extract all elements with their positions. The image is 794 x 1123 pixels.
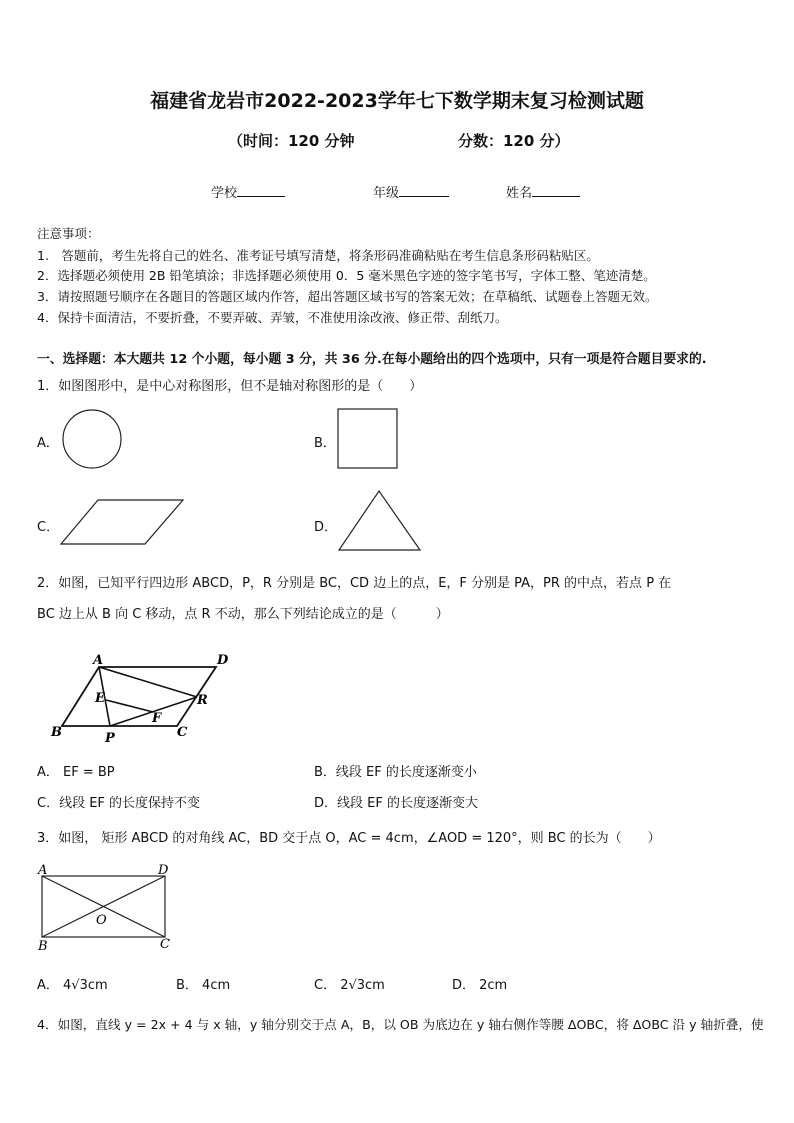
question-4-stem: 4．如图，直线 y = 2x + 4 与 x 轴，y 轴分别交于点 A，B，以 OB 为底边在 y 轴右侧作等腰 ΔOBC，将 ΔOBC 沿 y 轴折叠，使 [37, 1017, 764, 1032]
grade-blank [399, 184, 449, 197]
rectangle-abcd-diagram [36, 862, 176, 954]
page-title: 福建省龙岩市2022-2023学年七下数学期末复习检测试题 [150, 90, 644, 112]
school-field [211, 182, 285, 201]
question-2-stem-line1: 2．如图，已知平行四边形 ABCD，P，R 分别是 BC，CD 边上的点，E，F 分别是 PA，PR 的中点，若点 P 在 [37, 576, 672, 591]
q2-option-c: C．线段 EF 的长度保持不变 [37, 796, 201, 811]
q3-option-d: D． 2cm [452, 978, 508, 993]
question-1-stem: 1．如图图形中，是中心对称图形，但不是轴对称图形的是（ ） [37, 379, 423, 394]
rect-point-c-label: C [160, 937, 170, 952]
triangle-figure [338, 490, 422, 552]
name-label: 姓名 [506, 186, 533, 201]
circle-figure [62, 409, 124, 471]
point-d-label: D [217, 653, 229, 668]
parallelogram-abcd-diagram [50, 652, 230, 747]
square-figure [337, 408, 399, 470]
rect-point-b-label: B [38, 939, 48, 954]
q2-option-b: B．线段 EF 的长度逐渐变小 [314, 765, 477, 780]
q3-option-c: C． 2√3cm [314, 978, 385, 993]
q1-option-c-label: C． [37, 520, 60, 535]
q2-option-d: D．线段 EF 的长度逐渐变大 [314, 796, 478, 811]
rect-point-a-label: A [38, 863, 48, 878]
total-score: 分数：120 分） [458, 132, 570, 150]
note-item-4: 4．保持卡面清洁，不要折叠，不要弄破、弄皱，不准使用涂改液、修正带、刮纸刀。 [37, 310, 508, 325]
question-2-stem-line2: BC 边上从 B 向 C 移动，点 R 不动，那么下列结论成立的是（ ） [37, 607, 449, 622]
point-b-label: B [51, 725, 62, 740]
rect-point-d-label: D [158, 863, 169, 878]
q1-option-a-label: A． [37, 436, 59, 451]
rect-point-o-label: O [96, 913, 107, 928]
q1-option-d-label: D． [314, 520, 338, 535]
point-e-label: E [95, 691, 105, 706]
q1-option-b-label: B． [314, 436, 336, 451]
notes-heading: 注意事项： [37, 226, 100, 241]
parallelogram-figure [60, 498, 185, 546]
name-blank [532, 184, 580, 197]
question-3-stem: 3．如图， 矩形 ABCD 的对角线 AC，BD 交于点 O，AC = 4cm，∠AOD = 120°，则 BC 的长为（ ） [37, 831, 661, 846]
section-heading: 一、选择题：本大题共 12 个小题，每小题 3 分，共 36 分.在每小题给出的四个选项中，只有一项是符合题目要求的. [37, 352, 707, 367]
grade-field [373, 182, 449, 201]
q2-option-a: A． EF = BP [37, 765, 115, 780]
grade-label: 年级 [373, 186, 400, 201]
school-blank [237, 184, 285, 197]
point-r-label: R [197, 693, 208, 708]
note-item-1: 1. 答题前，考生先将自己的姓名、准考证号填写清楚，将条形码准确粘贴在考生信息条形码粘贴区。 [37, 248, 599, 263]
point-c-label: C [177, 725, 188, 740]
point-a-label: A [93, 653, 104, 668]
point-f-label: F [152, 711, 162, 726]
point-p-label: P [105, 731, 115, 746]
note-item-2: 2．选择题必须使用 2B 铅笔填涂；非选择题必须使用 0．5 毫米黑色字迹的签字笔书写，字体工整、笔迹清楚。 [37, 268, 656, 283]
name-field [506, 182, 580, 201]
note-item-3: 3．请按照题号顺序在各题目的答题区域内作答，超出答题区域书写的答案无效；在草稿纸、试题卷上答题无效。 [37, 289, 658, 304]
q3-option-a: A． 4√3cm [37, 978, 108, 993]
q3-option-b: B． 4cm [176, 978, 231, 993]
school-label: 学校 [211, 186, 238, 201]
time-limit: （时间：120 分钟 [228, 132, 355, 150]
